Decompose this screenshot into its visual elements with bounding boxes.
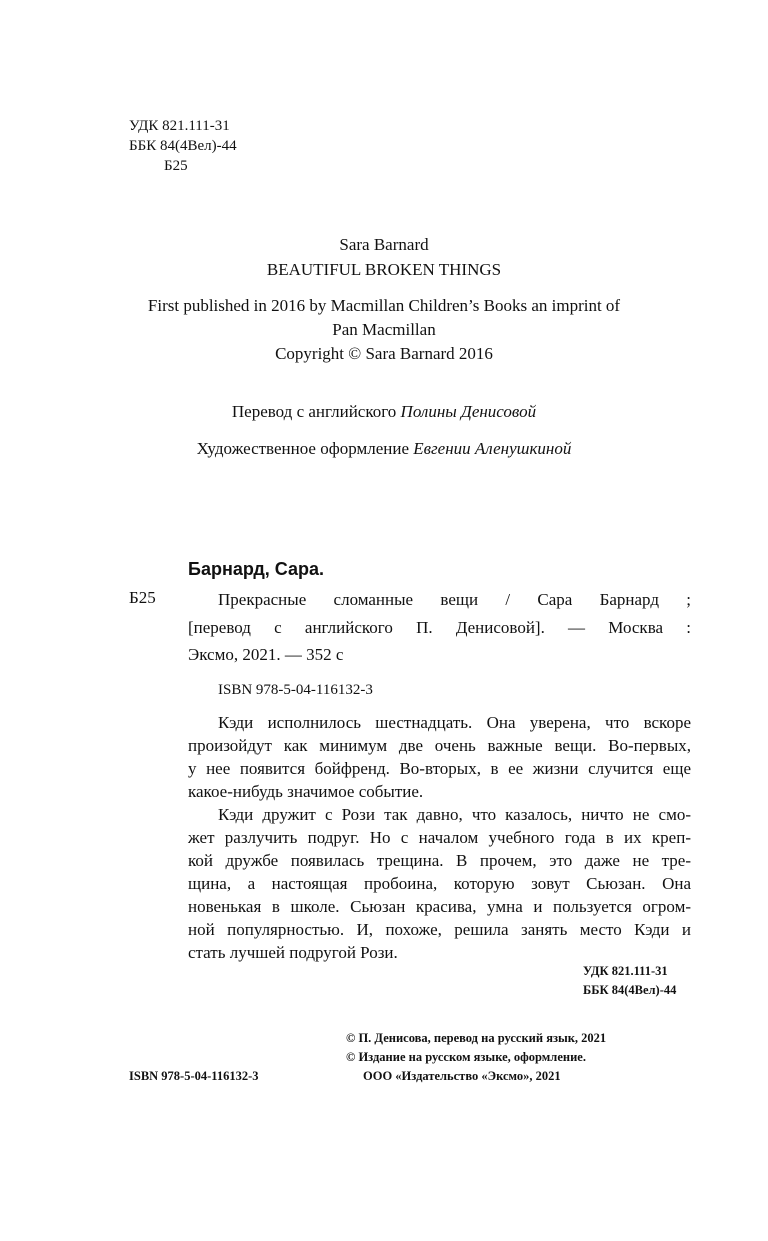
catalog-entry-line: [перевод с английского П. Денисовой]. — Москва : — [188, 618, 691, 637]
original-copyright: Copyright © Sara Barnard 2016 — [275, 344, 493, 363]
bbk-code-bottom: ББК 84(4Вел)-44 — [583, 983, 677, 997]
designer-name: Евгении Аленушкиной — [413, 439, 572, 458]
annotation-line: щина, а настоящая пробоина, которую зовут Сьюзан. Она — [188, 874, 691, 893]
copyright-edition: © Издание на русском языке, оформление. — [346, 1050, 586, 1064]
annotation-line: ной популярностью. И, похоже, решила занять место Кэди и — [188, 920, 691, 939]
annotation-line: произойдут как минимум две очень важные вещи. Во-первых, — [188, 736, 691, 755]
publication-line-2: Pan Macmillan — [332, 320, 436, 339]
publisher-copyright: ООО «Издательство «Эксмо», 2021 — [363, 1069, 561, 1083]
original-author: Sara Barnard — [339, 235, 429, 254]
annotation-line: стать лучшей подругой Рози. — [188, 943, 398, 962]
annotation-line: жет разлучить подруг. Но с началом учебного года в их креп- — [188, 828, 691, 847]
translation-label: Перевод с английского — [231, 402, 397, 421]
annotation-line: кой дружбе появилась трещина. В прочем, это даже не тре- — [188, 851, 691, 870]
catalog-entry-line: Эксмо, 2021. — 352 с — [188, 645, 344, 664]
translation-credit — [0, 402, 768, 422]
annotation-line: новенькая в школе. Сьюзан красива, умна и пользуется огром- — [188, 897, 691, 916]
catalog-author-heading: Барнард, Сара. — [188, 559, 325, 579]
annotation-line: Кэди дружит с Рози так давно, что казалось, ничто не смо- — [218, 805, 691, 824]
design-credit — [0, 439, 768, 459]
catalog-isbn: ISBN 978-5-04-116132-3 — [218, 682, 373, 698]
annotation-line: у нее появится бойфренд. Во-вторых, в ее жизни случится еще — [188, 759, 691, 778]
catalog-author-mark: Б25 — [129, 588, 156, 607]
design-label: Художественное оформление — [196, 439, 409, 458]
annotation-line: какое-нибудь значимое событие. — [188, 782, 424, 801]
udk-code-bottom: УДК 821.111-31 — [583, 964, 668, 978]
translator-name: Полины Денисовой — [400, 402, 537, 421]
author-mark-top: Б25 — [164, 158, 188, 174]
bbk-code-top: ББК 84(4Вел)-44 — [129, 138, 237, 154]
catalog-entry-line: Прекрасные сломанные вещи / Сара Барнард ; — [218, 590, 691, 609]
udk-code-top: УДК 821.111-31 — [129, 118, 230, 134]
copyright-translation: © П. Денисова, перевод на русский язык, 2021 — [346, 1031, 607, 1045]
original-title: BEAUTIFUL BROKEN THINGS — [266, 260, 502, 279]
footer-isbn: ISBN 978-5-04-116132-3 — [129, 1069, 259, 1083]
publication-line-1: First published in 2016 by Macmillan Children’s Books an imprint of — [147, 296, 621, 315]
annotation-line: Кэди исполнилось шестнадцать. Она уверена, что вскоре — [218, 713, 691, 732]
